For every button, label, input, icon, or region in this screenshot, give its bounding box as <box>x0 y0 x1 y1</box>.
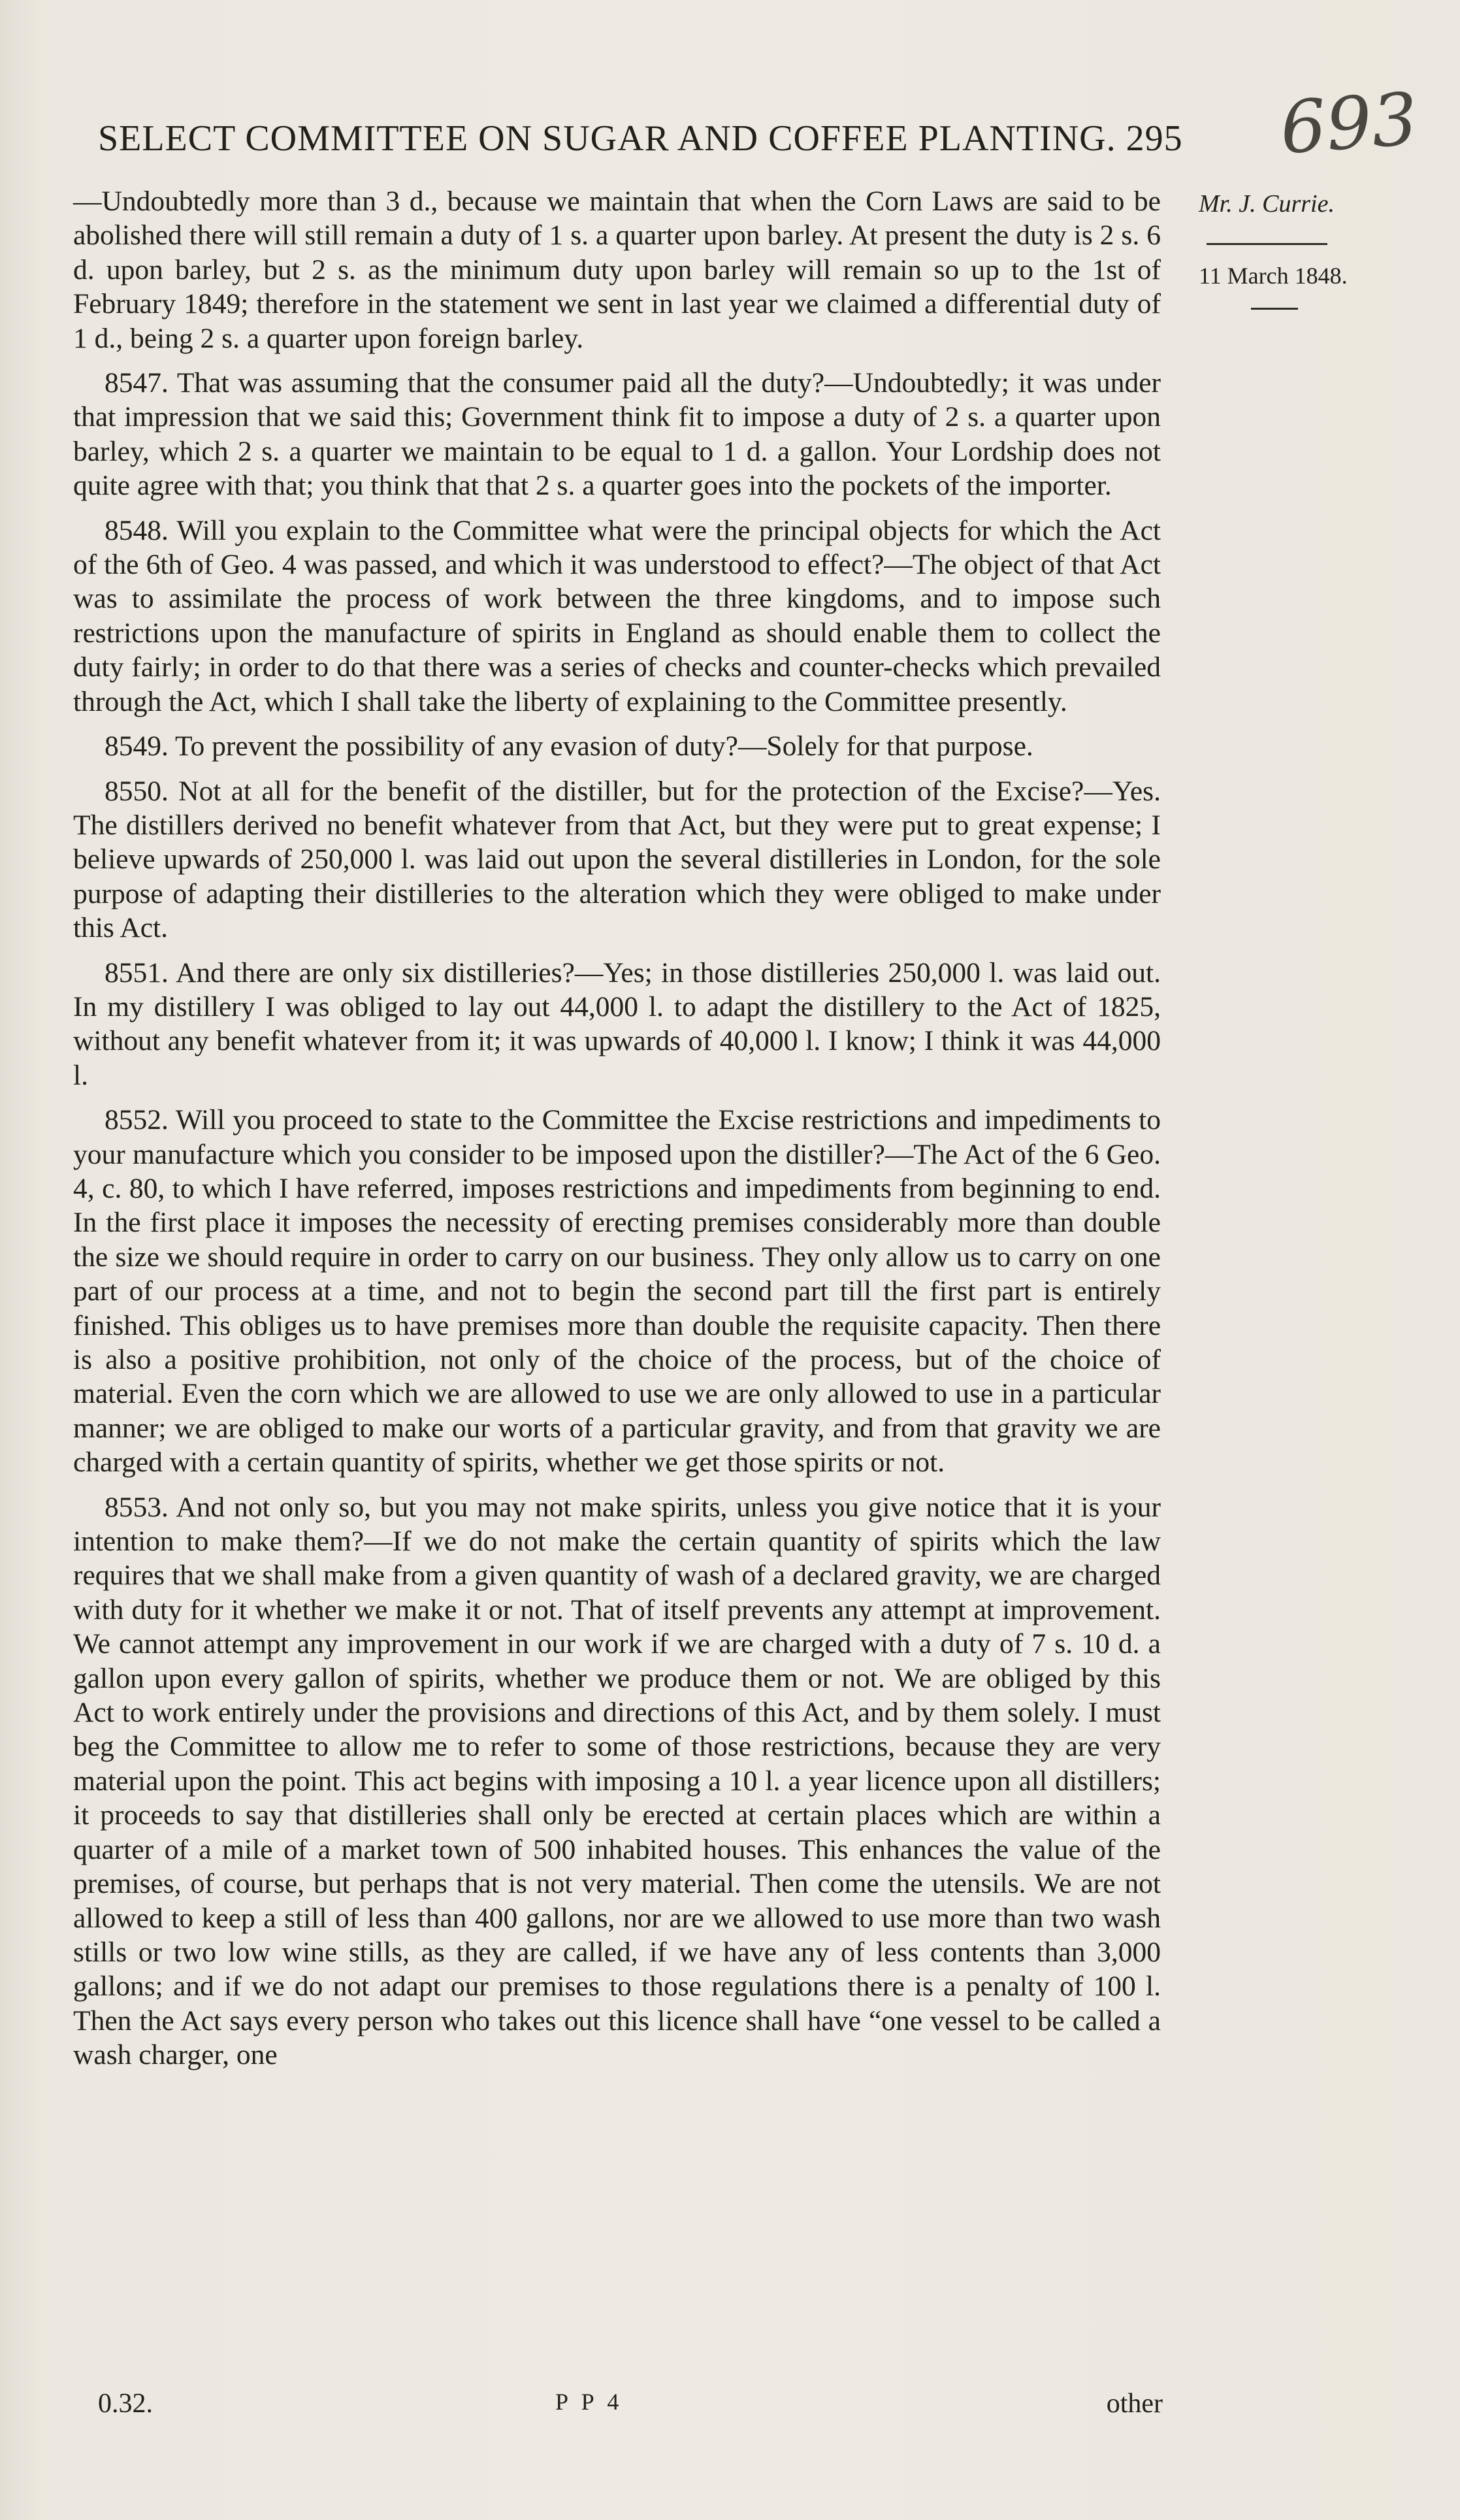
sheet-reference: 0.32. <box>98 2389 153 2419</box>
printer-signature: P P 4 <box>555 2389 623 2415</box>
question-8547: 8547. That was assuming that the consumer paid all the duty?—Undoubtedly; it was under that impression that we said this; Government think fit to impose a duty of 2 s. a quarter upon barley, which 2 s. a quarter we maintain to be equal to 1 d. a gallon. Your Lordship does not quite agree with that; you think that that 2 s. a quarter goes into the pockets of the importer. <box>73 367 1161 502</box>
question-8551: 8551. And there are only six distilleries?—Yes; in those distilleries 250,000 l. was laid out. In my distillery I was obliged to lay out 44,000 l. to adapt the distillery to the Act of 1825, without any benefit whatever from it; it was upwards of 40,000 l. I know; I think it was 44,000 l. <box>73 957 1161 1091</box>
question-8549: 8549. To prevent the possibility of any evasion of duty?—Solely for that purpose. <box>105 730 1033 762</box>
session-date: 11 March 1848. <box>1199 263 1348 289</box>
marginal-rule-short <box>1251 308 1298 310</box>
catchword: other <box>1106 2389 1163 2419</box>
question-8548: 8548. Will you explain to the Committee what were the principal objects for which the Act of the 6th of Geo. 4 was passed, and which it was understood to effect?—The object of that Act was to assimilate the process of work between the three kingdoms, and to impose such restrictions upon the manufacture of spirits in England as should enable them to collect the duty fairly; in order to do that there was a series of checks and counter-checks which prevailed through the Act, which I shall take the liberty of explaining to the Committee presently. <box>73 514 1161 717</box>
page-footer <box>98 2388 1163 2427</box>
witness-name: Mr. J. Currie. <box>1199 190 1335 218</box>
paragraph-continuation: —Undoubtedly more than 3 d., because we maintain that when the Corn Laws are said to be abolished there will still remain a duty of 1 s. a quarter upon barley. At present the duty is 2 s. 6 d. upon barley, but 2 s. as the minimum duty upon barley will remain so up to the 1st of February 1849; therefore in the statement we sent in last year we claimed a differential duty of 1 d., being 2 s. a quarter upon foreign barley. <box>73 186 1161 354</box>
handwritten-folio-number: 693 <box>1277 76 1421 171</box>
question-8553: 8553. And not only so, but you may not make spirits, unless you give notice that it is your intention to make them?—If we do not make the certain quantity of spirits which the law requires that we shall make from a given quantity of wash of a declared gravity, we are charged with duty for it whether we make it or not. That of itself prevents any attempt at improvement. We cannot attempt any improvement in our work if we are charged with a duty of 7 s. 10 d. a gallon upon every gallon of spirits, whether we produce them or not. We are obliged by this Act to work entirely under the provisions and directions of this Act, and by them solely. I must beg the Committee to allow me to refer to some of those restrictions, because they are very material upon the point. This act begins with imposing a 10 l. a year licence upon all distillers; it proceeds to say that distilleries shall only be erected at certain places which are within a quarter of a mile of a market town of 500 inhabited houses. This enhances the value of the premises, of course, but perhaps that is not very material. Then come the utensils. We are not allowed to keep a still of less than 400 gallons, nor are we allowed to use more than two wash stills or two low wine stills, as they are called, if we have any of less contents than 3,000 gallons; and if we do not adapt our premises to those regulations there is a penalty of 100 l. Then the Act says every person who takes out this licence shall have “one vessel to be called a wash charger, one <box>73 1491 1161 2071</box>
evidence-text <box>73 184 1161 2083</box>
running-title: SELECT COMMITTEE ON SUGAR AND COFFEE PLANTING. <box>98 118 1116 159</box>
page-number: 295 <box>1126 118 1183 159</box>
question-8552: 8552. Will you proceed to state to the Committee the Excise restrictions and impediments to your manufacture which you consider to be imposed upon the distiller?—The Act of the 6 Geo. 4, c. 80, to which I have referred, imposes restrictions and impediments from beginning to end. In the first place it imposes the necessity of erecting premises considerably more than double the size we should require in order to carry on our business. They only allow us to carry on one part of our process at a time, and not to begin the second part till the first part is entirely finished. This obliges us to have premises more than double the requisite capacity. Then there is also a positive prohibition, not only of the choice of the process, but of the choice of material. Even the corn which we are allowed to use we are only allowed to use in a particular manner; we are obliged to make our worts of a particular gravity, and from that gravity we are charged with a certain quantity of spirits, whether we get those spirits or not. <box>73 1104 1161 1479</box>
question-8550: 8550. Not at all for the benefit of the distiller, but for the protection of the Excise?—Yes. The distillers derived no benefit whatever from that Act, but they were put to great expense; I believe upwards of 250,000 l. was laid out upon the several distilleries in London, for the sole purpose of adapting their distilleries to the alteration which they were obliged to make under this Act. <box>73 775 1161 944</box>
running-header <box>98 118 1183 159</box>
marginal-rule <box>1207 243 1327 245</box>
marginal-note <box>1199 189 1388 310</box>
